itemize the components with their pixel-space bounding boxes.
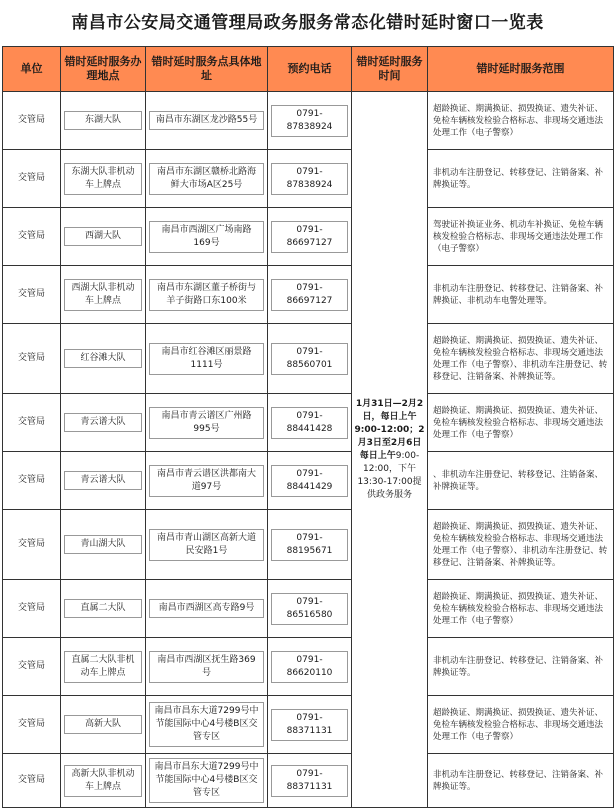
header-time: 错时延时服务时间	[352, 47, 428, 92]
phone-cell	[268, 452, 352, 510]
phone-text: 0791-86516580	[271, 593, 348, 625]
table-row	[3, 510, 614, 580]
unit-cell: 交管局	[3, 510, 61, 580]
phone-text: 0791-86697127	[271, 221, 348, 253]
address-cell	[146, 150, 268, 208]
phone-cell	[268, 754, 352, 808]
address-text: 南昌市青山湖区高新大道民安路1号	[149, 529, 264, 561]
unit-cell: 交管局	[3, 324, 61, 394]
address-text: 南昌市东湖区赣桥北路海鲜大市场A区25号	[149, 163, 264, 195]
address-cell	[146, 452, 268, 510]
unit-cell: 交管局	[3, 452, 61, 510]
phone-cell	[268, 638, 352, 696]
phone-text: 0791-86697127	[271, 279, 348, 311]
address-cell	[146, 394, 268, 452]
header-phone: 预约电话	[268, 47, 352, 92]
site-text: 东湖大队	[64, 111, 142, 130]
phone-cell	[268, 324, 352, 394]
address-cell	[146, 92, 268, 150]
table-row	[3, 150, 614, 208]
scope-cell: 超龄换证、期满换证、损毁换证、遗失补证、免检车辆核发检验合格标志、非现场交通违法处理工作（电子警察）	[428, 394, 614, 452]
site-text: 西湖大队	[64, 227, 142, 246]
scope-cell: 超龄换证、期满换证、损毁换证、遗失补证、免检车辆核发检验合格标志、非现场交通违法处理工作（电子警察）、非机动车注册登记、转移登记、注销备案、补牌换证等。	[428, 510, 614, 580]
address-text: 南昌市西湖区高专路9号	[149, 599, 264, 618]
table-row	[3, 208, 614, 266]
address-cell	[146, 208, 268, 266]
table-row	[3, 638, 614, 696]
phone-cell	[268, 696, 352, 754]
scope-cell: 非机动车注册登记、转移登记、注销备案、补牌换证等。	[428, 638, 614, 696]
phone-cell	[268, 394, 352, 452]
phone-text: 0791-88441428	[271, 407, 348, 439]
site-cell	[61, 266, 146, 324]
page-title: 南昌市公安局交通管理局政务服务常态化错时延时窗口一览表	[71, 13, 544, 33]
address-cell	[146, 580, 268, 638]
address-cell	[146, 754, 268, 808]
site-cell	[61, 150, 146, 208]
site-cell	[61, 580, 146, 638]
address-text: 南昌市昌东大道7299号中节能国际中心4号楼B区交管专区	[149, 702, 264, 747]
table-row	[3, 92, 614, 150]
scope-cell: 超龄换证、期满换证、损毁换证、遗失补证、免检车辆核发检验合格标志、非现场交通违法处理工作（电子警察）	[428, 580, 614, 638]
address-text: 南昌市西湖区广场南路169号	[149, 221, 264, 253]
address-text: 南昌市青云谱区洪都南大道97号	[149, 465, 264, 497]
site-cell	[61, 324, 146, 394]
address-cell	[146, 638, 268, 696]
site-text: 青云谱大队	[64, 413, 142, 432]
unit-cell: 交管局	[3, 754, 61, 808]
site-cell	[61, 754, 146, 808]
phone-text: 0791-87838924	[271, 105, 348, 137]
phone-cell	[268, 510, 352, 580]
table-row	[3, 696, 614, 754]
unit-cell: 交管局	[3, 150, 61, 208]
service-time-cell	[352, 92, 428, 808]
table-row	[3, 266, 614, 324]
phone-cell	[268, 150, 352, 208]
address-cell	[146, 510, 268, 580]
header-site: 错时延时服务办理地点	[61, 47, 146, 92]
phone-text: 0791-88371131	[271, 765, 348, 797]
site-text: 青山湖大队	[64, 535, 142, 554]
phone-cell	[268, 208, 352, 266]
site-cell	[61, 92, 146, 150]
scope-cell: 非机动车注册登记、转移登记、注销备案、补牌换证等。	[428, 150, 614, 208]
address-text: 南昌市东湖区龙沙路55号	[149, 111, 264, 130]
address-cell	[146, 266, 268, 324]
phone-text: 0791-86620110	[271, 651, 348, 683]
address-text: 南昌市红谷滩区丽景路1111号	[149, 343, 264, 375]
phone-cell	[268, 92, 352, 150]
service-window-table	[2, 46, 614, 808]
header-unit: 单位	[3, 47, 61, 92]
site-text: 高新大队	[64, 715, 142, 734]
phone-text: 0791-88195671	[271, 529, 348, 561]
scope-cell: 非机动车注册登记、转移登记、注销备案、补牌换证、非机动车电警处理等。	[428, 266, 614, 324]
scope-cell: 超龄换证、期满换证、损毁换证、遗失补证、免检车辆核发检验合格标志、非现场交通违法处理工作（电子警察）、非机动车注册登记、转移登记、注销备案、补牌换证等。	[428, 324, 614, 394]
site-text: 直属二大队非机动车上牌点	[64, 651, 142, 683]
header-scope: 错时延时服务范围	[428, 47, 614, 92]
service-time-bold: 1月31日—2月2日，每日上午9:00-12:00；2月3日至2月6日每日上午	[354, 398, 425, 461]
table-row	[3, 580, 614, 638]
phone-text: 0791-87838924	[271, 163, 348, 195]
table-row	[3, 394, 614, 452]
phone-text: 0791-88560701	[271, 343, 348, 375]
site-text: 东湖大队非机动车上牌点	[64, 163, 142, 195]
table-row	[3, 452, 614, 510]
service-time-rest: 9:00-12:00，下午13:30-17:00提供政务服务	[357, 450, 422, 500]
site-cell	[61, 452, 146, 510]
header-address: 错时延时服务点具体地址	[146, 47, 268, 92]
site-text: 青云谱大队	[64, 471, 142, 490]
address-cell	[146, 696, 268, 754]
phone-text: 0791-88371131	[271, 709, 348, 741]
site-cell	[61, 208, 146, 266]
site-text: 直属二大队	[64, 599, 142, 618]
scope-cell: 非机动车注册登记、转移登记、注销备案、补牌换证等。	[428, 754, 614, 808]
phone-cell	[268, 580, 352, 638]
unit-cell: 交管局	[3, 208, 61, 266]
site-text: 红谷滩大队	[64, 349, 142, 368]
address-text: 南昌市昌东大道7299号中节能国际中心4号楼B区交管专区	[149, 758, 264, 803]
site-cell	[61, 696, 146, 754]
scope-cell: 超龄换证、期满换证、损毁换证、遗失补证、免检车辆核发检验合格标志、非现场交通违法处理工作（电子警察）	[428, 696, 614, 754]
address-text: 南昌市青云谱区广州路995号	[149, 407, 264, 439]
table-row	[3, 754, 614, 808]
unit-cell: 交管局	[3, 696, 61, 754]
unit-cell: 交管局	[3, 92, 61, 150]
site-text: 高新大队非机动车上牌点	[64, 765, 142, 797]
address-text: 南昌市东湖区董子桥街与羊子街路口东100米	[149, 279, 264, 311]
scope-cell: 超龄换证、期满换证、损毁换证、遗失补证、免检车辆核发检验合格标志、非现场交通违法处理工作（电子警察）	[428, 92, 614, 150]
site-cell	[61, 394, 146, 452]
phone-text: 0791-88441429	[271, 465, 348, 497]
unit-cell: 交管局	[3, 394, 61, 452]
phone-cell	[268, 266, 352, 324]
table-row	[3, 324, 614, 394]
address-cell	[146, 324, 268, 394]
unit-cell: 交管局	[3, 580, 61, 638]
site-cell	[61, 510, 146, 580]
site-cell	[61, 638, 146, 696]
unit-cell: 交管局	[3, 638, 61, 696]
address-text: 南昌市西湖区抚生路369号	[149, 651, 264, 683]
scope-cell: 驾驶证补换证业务、机动车补换证、免检车辆核发检验合格标志、非现场交通违法处理工作（电子警察）	[428, 208, 614, 266]
site-text: 西湖大队非机动车上牌点	[64, 279, 142, 311]
table-header-row	[3, 47, 614, 92]
unit-cell: 交管局	[3, 266, 61, 324]
scope-cell: 、非机动车注册登记、转移登记、注销备案、补牌换证等。	[428, 452, 614, 510]
